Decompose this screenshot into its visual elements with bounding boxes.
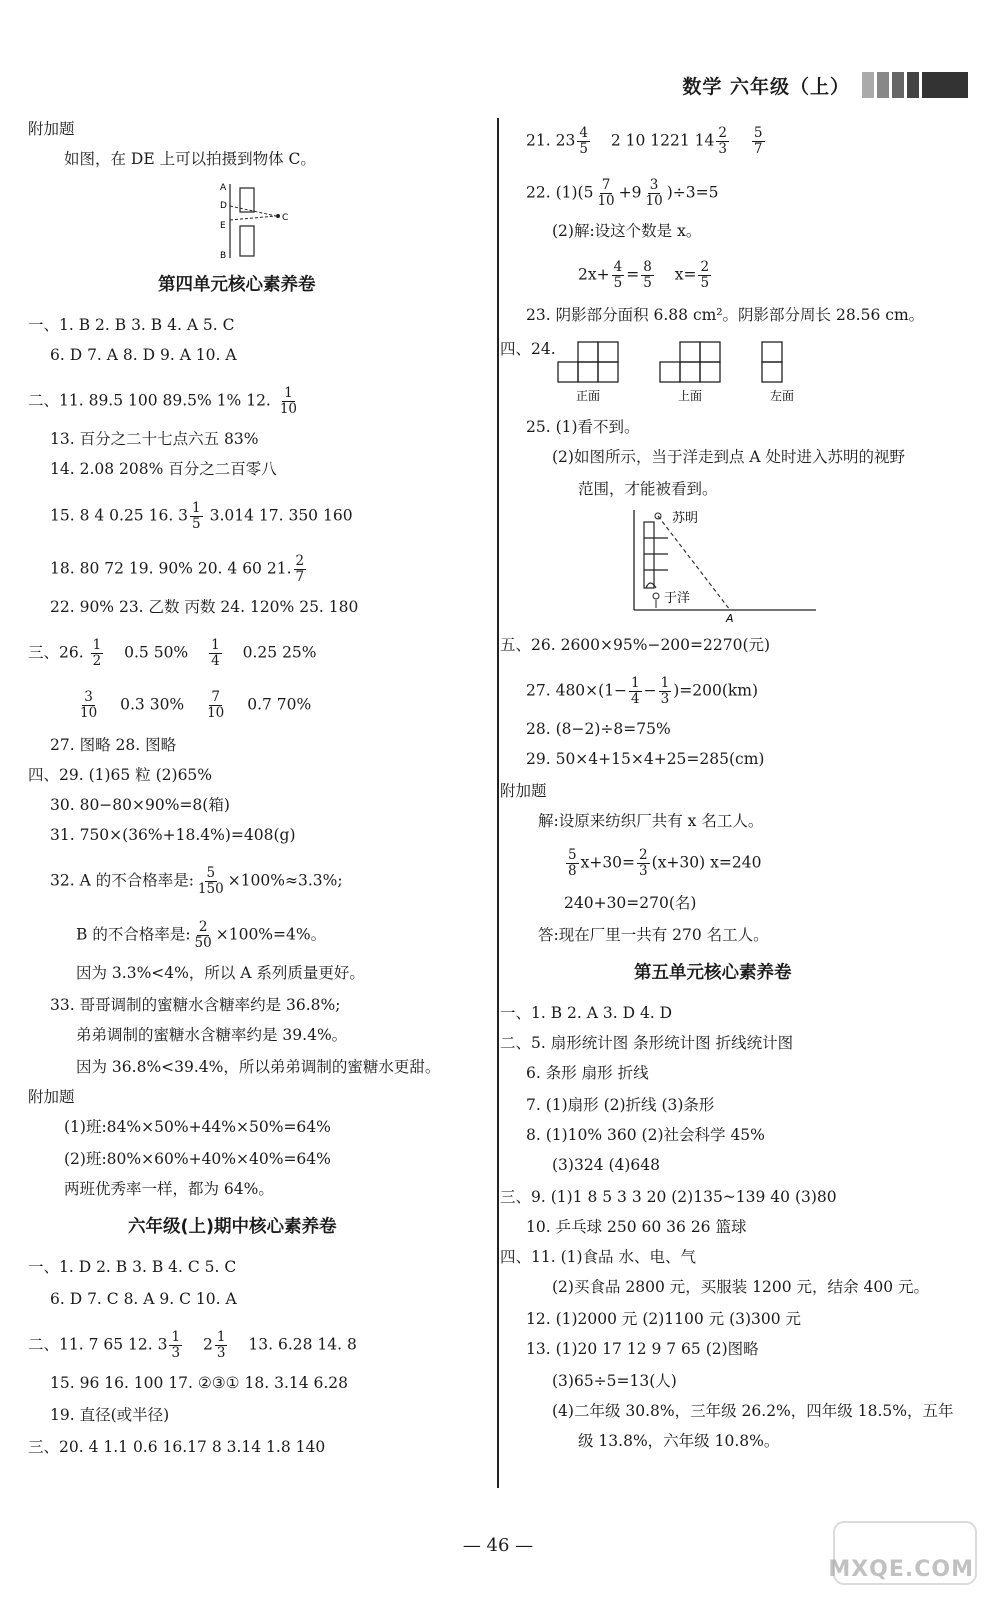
answer-line: 二、5. 扇形统计图 条形统计图 折线统计图 bbox=[500, 1034, 794, 1052]
answer-line: 级 13.8%，六年级 10.8%。 bbox=[578, 1432, 780, 1450]
answer-line: 21. 23 $\frac{4}{5}$ 2 10 1221 14 $\frac{2}{3}$ $\frac{5}{7}$ bbox=[526, 125, 763, 157]
answer-line: 四、24. bbox=[500, 340, 556, 358]
answer-line: $\frac{3}{10}$ 0.3 30% $\frac{7}{10}$ 0.7 70% bbox=[80, 689, 312, 721]
answer-line: 因为 36.8%<39.4%，所以弟弟调制的蜜糖水更甜。 bbox=[76, 1058, 441, 1076]
section-title: 第五单元核心素养卷 bbox=[634, 963, 792, 983]
answer-line: 三、9. (1)1 8 5 3 3 20 (2)135~139 40 (3)80 bbox=[500, 1188, 837, 1206]
header-bar bbox=[922, 72, 968, 98]
fraction: $\frac{2}{3}$ bbox=[718, 125, 727, 157]
label-yuyang: 于洋 bbox=[664, 591, 691, 606]
fraction: $\frac{1}{5}$ bbox=[192, 500, 201, 532]
fraction: $\frac{7}{10}$ bbox=[207, 689, 225, 721]
answer-line: 15. 96 16. 100 17. ②③① 18. 3.14 6.28 bbox=[50, 1374, 349, 1392]
answer-line: (2)班:80%×60%+40%×40%=64% bbox=[64, 1150, 331, 1168]
answer-line: 一、1. B 2. A 3. D 4. D bbox=[500, 1004, 673, 1022]
fraction: $\frac{7}{10}$ bbox=[597, 177, 615, 209]
fraction: $\frac{4}{5}$ bbox=[613, 259, 623, 291]
answer-line: 6. D 7. A 8. D 9. A 10. A bbox=[50, 346, 237, 364]
answer-line: 6. 条形 扇形 折线 bbox=[526, 1064, 649, 1082]
answer-line: 答:现在厂里一共有 270 名工人。 bbox=[538, 926, 769, 944]
answer-line: 14. 2.08 208% 百分之二百零八 bbox=[50, 460, 277, 478]
answer-line: 一、1. B 2. B 3. B 4. A 5. C bbox=[28, 316, 235, 334]
answer-line: 范围，才能被看到。 bbox=[578, 480, 718, 498]
answer-line: 13. 百分之二十七点六五 83% bbox=[50, 430, 259, 448]
answer-line: 附加题 bbox=[28, 120, 75, 138]
fraction: $\frac{2}{50}$ bbox=[194, 919, 212, 951]
answer-line: 8. (1)10% 360 (2)社会科学 45% bbox=[526, 1126, 765, 1144]
answer-line: $\frac{5}{8}$ x+30= $\frac{2}{3}$ (x+30) x=240 bbox=[568, 847, 762, 879]
answer-line: 6. D 7. C 8. A 9. C 10. A bbox=[50, 1290, 237, 1308]
answer-line: 27. 480×(1− $\frac{1}{4}$ − $\frac{1}{3}$ )=200(km) bbox=[526, 675, 759, 707]
view-label: 上面 bbox=[677, 389, 703, 403]
answer-line: (1)班:84%×50%+44%×50%=64% bbox=[64, 1118, 331, 1136]
label-d: D bbox=[220, 201, 227, 211]
answer-line: 附加题 bbox=[500, 782, 547, 800]
answer-line: 二、11. 89.5 100 89.5% 1% 12. $\frac{1}{10}$ bbox=[28, 385, 297, 417]
column-divider bbox=[497, 118, 499, 1488]
answer-line: B 的不合格率是: $\frac{2}{50}$ ×100%=4%。 bbox=[76, 919, 327, 951]
answer-line: (3)324 (4)648 bbox=[552, 1156, 661, 1174]
label-suming: 苏明 bbox=[672, 511, 699, 526]
answer-line: 22. (1)(5 $\frac{7}{10}$ +9 $\frac{3}{10}$ )÷3=5 bbox=[526, 177, 719, 209]
fraction: $\frac{1}{3}$ bbox=[171, 1329, 181, 1361]
camera-figure bbox=[208, 180, 308, 260]
answer-line: 32. A 的不合格率是: $\frac{5}{150}$ ×100%≈3.3%; bbox=[50, 865, 343, 897]
label-a: A bbox=[220, 183, 227, 193]
fraction: $\frac{5}{7}$ bbox=[753, 125, 763, 157]
fraction: $\frac{8}{5}$ bbox=[643, 259, 652, 291]
page-header bbox=[682, 68, 968, 102]
answer-line: 三、20. 4 1.1 0.6 16.17 8 3.14 1.8 140 bbox=[28, 1438, 326, 1456]
answer-line: 因为 3.3%<4%，所以 A 系列质量更好。 bbox=[76, 964, 365, 982]
answer-line: 19. 直径(或半径) bbox=[50, 1406, 170, 1424]
answer-line: 22. 90% 23. 乙数 丙数 24. 120% 25. 180 bbox=[50, 598, 359, 616]
page-number: — 46 — bbox=[462, 1535, 534, 1556]
header-bar bbox=[892, 72, 904, 98]
answer-line: 四、11. (1)食品 水、电、气 bbox=[500, 1248, 696, 1266]
answer-line: 31. 750×(36%+18.4%)=408(g) bbox=[50, 826, 296, 844]
fraction: $\frac{3}{10}$ bbox=[645, 177, 663, 209]
header-bar bbox=[877, 72, 889, 98]
fraction: $\frac{1}{3}$ bbox=[660, 675, 670, 707]
answer-line: 附加题 bbox=[28, 1088, 75, 1106]
answer-line: (2)如图所示，当于洋走到点 A 处时进入苏明的视野 bbox=[552, 448, 906, 466]
answer-line: 12. (1)2000 元 (2)1100 元 (3)300 元 bbox=[526, 1310, 802, 1328]
answer-line: 27. 图略 28. 图略 bbox=[50, 736, 177, 754]
answer-line: 29. 50×4+15×4+25=285(cm) bbox=[526, 750, 765, 768]
fraction: $\frac{2}{3}$ bbox=[639, 847, 648, 879]
header-decoration bbox=[862, 72, 968, 98]
label-b: B bbox=[220, 251, 227, 260]
fraction: $\frac{5}{150}$ bbox=[197, 865, 224, 897]
answer-line: 10. 乒乓球 250 60 36 26 篮球 bbox=[526, 1218, 747, 1236]
answer-line: 解:设原来纺织厂共有 x 名工人。 bbox=[538, 812, 764, 830]
sight-line-figure bbox=[620, 508, 820, 624]
fraction: $\frac{4}{5}$ bbox=[579, 125, 588, 157]
answer-line: (3)65÷5=13(人) bbox=[552, 1372, 677, 1390]
answer-line: 18. 80 72 19. 90% 20. 4 60 21. $\frac{2}{7}$ bbox=[50, 553, 305, 585]
answer-line: (2)解:设这个数是 x。 bbox=[552, 222, 702, 240]
answer-line: 2x+ $\frac{4}{5}$ = $\frac{8}{5}$ x= $\frac{2}{5}$ bbox=[578, 259, 710, 291]
answer-line: 弟弟调制的蜜糖水含糖率约是 39.4%。 bbox=[76, 1026, 348, 1044]
three-views-figure bbox=[556, 338, 816, 406]
answer-line: 33. 哥哥调制的蜜糖水含糖率约是 36.8%; bbox=[50, 996, 341, 1014]
answer-line: 五、26. 2600×95%−200=2270(元) bbox=[500, 636, 771, 654]
answer-line: (2)买食品 2800 元，买服装 1200 元，结余 400 元。 bbox=[552, 1278, 929, 1296]
view-label: 正面 bbox=[575, 389, 601, 403]
answer-line: 25. (1)看不到。 bbox=[526, 418, 640, 436]
fraction: $\frac{1}{2}$ bbox=[92, 637, 102, 669]
fraction: $\frac{2}{5}$ bbox=[700, 259, 710, 291]
answer-line: 240+30=270(名) bbox=[564, 894, 697, 912]
fraction: $\frac{1}{3}$ bbox=[216, 1329, 226, 1361]
answer-line: 7. (1)扇形 (2)折线 (3)条形 bbox=[526, 1096, 715, 1114]
subject-title: 数学 六年级（上） bbox=[682, 75, 850, 98]
answer-line: 一、1. D 2. B 3. B 4. C 5. C bbox=[28, 1258, 237, 1276]
answer-line: 二、11. 7 65 12. 3 $\frac{1}{3}$ 2 $\frac{1}{3}$ 13. 6.28 14. 8 bbox=[28, 1329, 357, 1361]
header-bar bbox=[862, 72, 874, 98]
answer-line: 两班优秀率一样，都为 64%。 bbox=[64, 1180, 274, 1198]
label-e: E bbox=[220, 221, 226, 231]
answer-line: 四、29. (1)65 粒 (2)65% bbox=[28, 766, 213, 784]
answer-line: 15. 8 4 0.25 16. 3 $\frac{1}{5}$ 3.014 17. 350 160 bbox=[50, 500, 353, 532]
answer-line: (4)二年级 30.8%，三年级 26.2%，四年级 18.5%，五年 bbox=[552, 1402, 954, 1420]
section-title: 第四单元核心素养卷 bbox=[158, 275, 316, 295]
fraction: $\frac{2}{7}$ bbox=[295, 553, 305, 585]
answer-line: 13. (1)20 17 12 9 7 65 (2)图略 bbox=[526, 1340, 759, 1358]
answer-line: 三、26. $\frac{1}{2}$ 0.5 50% $\frac{1}{4}$ 0.25 25% bbox=[28, 637, 317, 669]
fraction: $\frac{1}{4}$ bbox=[211, 637, 220, 669]
fraction: $\frac{3}{10}$ bbox=[80, 689, 98, 721]
label-point-a: A bbox=[726, 612, 734, 624]
watermark-text: MXQE.COM bbox=[828, 1557, 974, 1582]
view-label: 左面 bbox=[769, 389, 795, 403]
label-c: C bbox=[282, 213, 289, 223]
fraction: $\frac{5}{8}$ bbox=[568, 847, 577, 879]
answer-line: 如图，在 DE 上可以拍摄到物体 C。 bbox=[64, 150, 316, 168]
answer-line: 28. (8−2)÷8=75% bbox=[526, 720, 671, 738]
fraction: $\frac{1}{10}$ bbox=[279, 385, 297, 417]
answer-line: 23. 阴影部分面积 6.88 cm²。阴影部分周长 28.56 cm。 bbox=[526, 306, 925, 324]
section-title: 六年级(上)期中核心素养卷 bbox=[128, 1217, 337, 1237]
answer-line: 30. 80−80×90%=8(箱) bbox=[50, 796, 230, 814]
fraction: $\frac{1}{4}$ bbox=[631, 675, 640, 707]
header-bar bbox=[907, 72, 919, 98]
